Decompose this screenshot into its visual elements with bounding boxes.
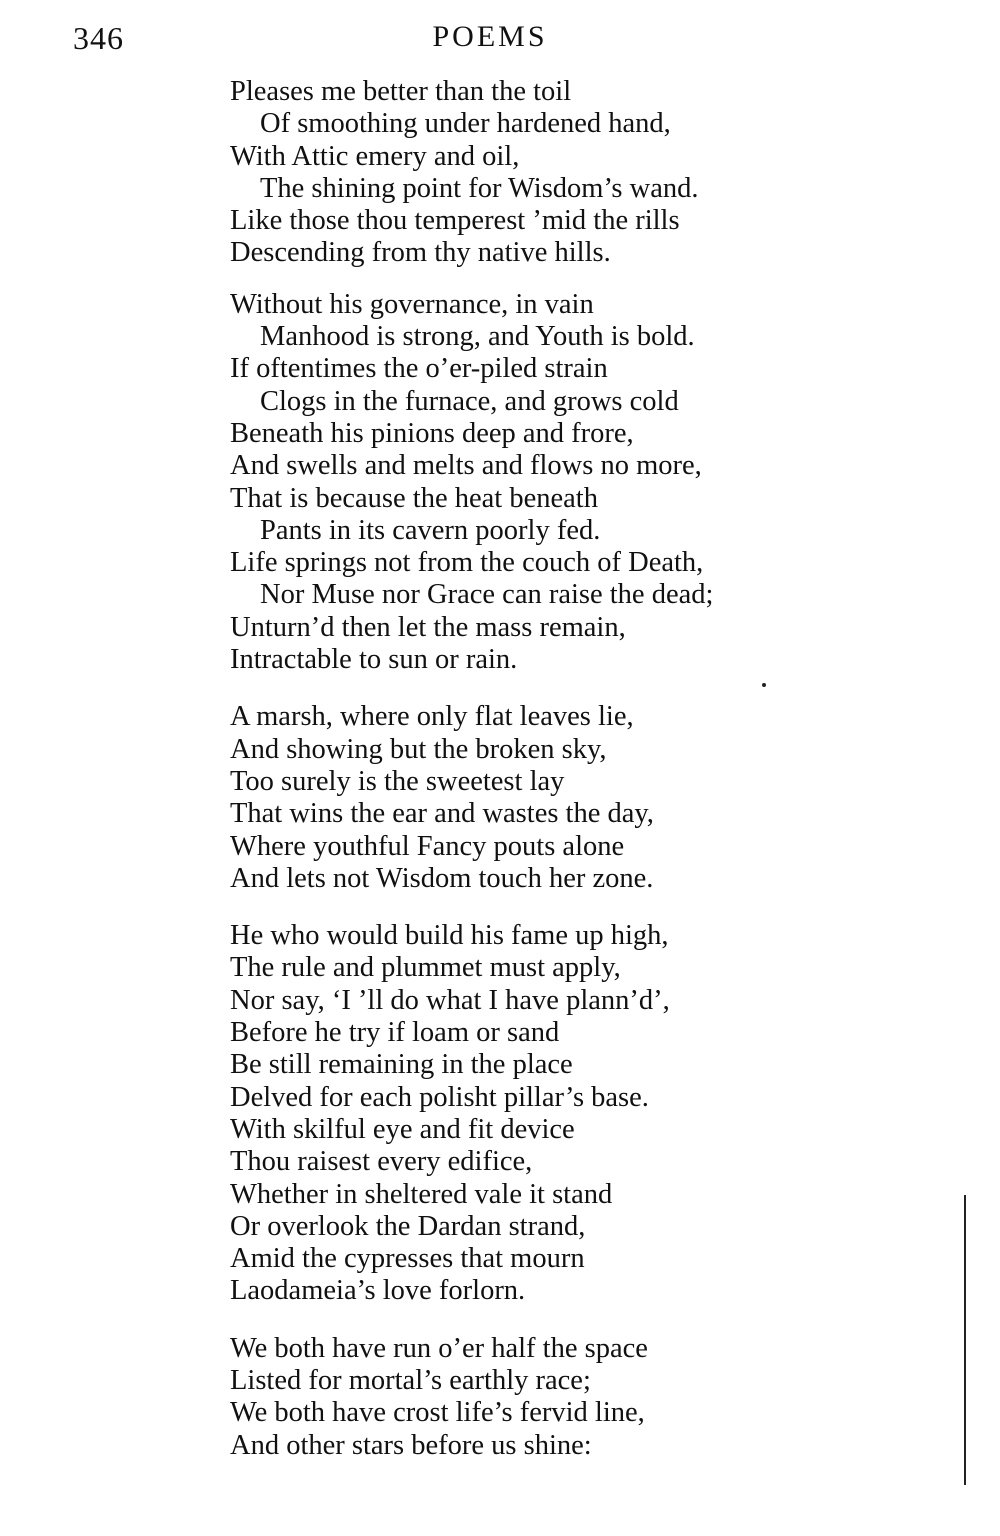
poem-line: Pants in its cavern poorly fed. xyxy=(260,514,601,546)
poem-line: And showing but the broken sky, xyxy=(230,733,607,765)
stanza-break xyxy=(230,895,830,920)
poem-line: That is because the heat beneath xyxy=(230,482,598,514)
poem-line: Listed for mortal’s earthly race; xyxy=(230,1364,591,1396)
poem-line: With skilful eye and fit device xyxy=(230,1113,575,1145)
poem-line: If oftentimes the o’er-piled strain xyxy=(230,353,608,385)
poem-line: We both have crost life’s fervid line, xyxy=(230,1397,645,1429)
stanza-4 xyxy=(230,920,830,1308)
poem-line: Too surely is the sweetest lay xyxy=(230,765,565,797)
poem-line: Unturn’d then let the mass remain, xyxy=(230,611,626,643)
poem-line: And other stars before us shine: xyxy=(230,1429,592,1461)
poem-line: Laodameia’s love forlorn. xyxy=(230,1275,526,1307)
poem-line: Thou raisest every edifice, xyxy=(230,1146,533,1178)
poem-line: We both have run o’er half the space xyxy=(230,1332,648,1364)
poem-line: Of smoothing under hardened hand, xyxy=(260,108,671,140)
stanza-break xyxy=(230,676,830,701)
poem-line: The rule and plummet must apply, xyxy=(230,952,621,984)
poem-line: Descending from thy native hills. xyxy=(230,237,611,269)
print-speck xyxy=(762,683,766,687)
poem-line: The shining point for Wisdom’s wand. xyxy=(260,172,699,204)
poem-line: That wins the ear and wastes the day, xyxy=(230,798,654,830)
poem-line: Be still remaining in the place xyxy=(230,1049,573,1081)
stanza-3 xyxy=(230,701,830,895)
stanza-5 xyxy=(230,1333,830,1462)
stanza-1 xyxy=(230,76,830,270)
poem-line: Life springs not from the couch of Death, xyxy=(230,547,704,579)
poem-line: A marsh, where only flat leaves lie, xyxy=(230,701,634,733)
poem-line: Like those thou temperest ’mid the rills xyxy=(230,205,680,237)
poem-body xyxy=(230,76,830,1462)
stanza-2 xyxy=(230,289,830,677)
scan-margin-line xyxy=(964,1195,966,1485)
poem-line: Delved for each polisht pillar’s base. xyxy=(230,1081,649,1113)
poem-line: Without his governance, in vain xyxy=(230,288,594,320)
stanza-break xyxy=(230,1308,830,1333)
poem-line: Manhood is strong, and Youth is bold. xyxy=(260,321,695,353)
poem-line: Pleases me better than the toil xyxy=(230,76,572,107)
poem-line: Whether in sheltered vale it stand xyxy=(230,1178,613,1210)
poem-line: And lets not Wisdom touch her zone. xyxy=(230,862,654,894)
poem-line: Amid the cypresses that mourn xyxy=(230,1243,585,1275)
poem-line: Clogs in the furnace, and grows cold xyxy=(260,385,679,417)
stanza-break xyxy=(230,270,830,289)
poem-line: Beneath his pinions deep and frore, xyxy=(230,417,634,449)
poem-line: With Attic emery and oil, xyxy=(230,140,520,172)
poem-line: Intractable to sun or rain. xyxy=(230,644,518,676)
poem-line: Before he try if loam or sand xyxy=(230,1017,560,1049)
poem-line: Nor say, ‘I ’ll do what I have plann’d’, xyxy=(230,984,670,1016)
poem-line: Or overlook the Dardan strand, xyxy=(230,1210,586,1242)
running-head: POEMS xyxy=(432,20,548,53)
poem-line: He who would build his fame up high, xyxy=(230,920,669,952)
poem-line: Nor Muse nor Grace can raise the dead; xyxy=(260,579,714,611)
poem-line: And swells and melts and flows no more, xyxy=(230,450,702,482)
page-number: 346 xyxy=(73,20,124,56)
poem-line: Where youthful Fancy pouts alone xyxy=(230,830,625,862)
